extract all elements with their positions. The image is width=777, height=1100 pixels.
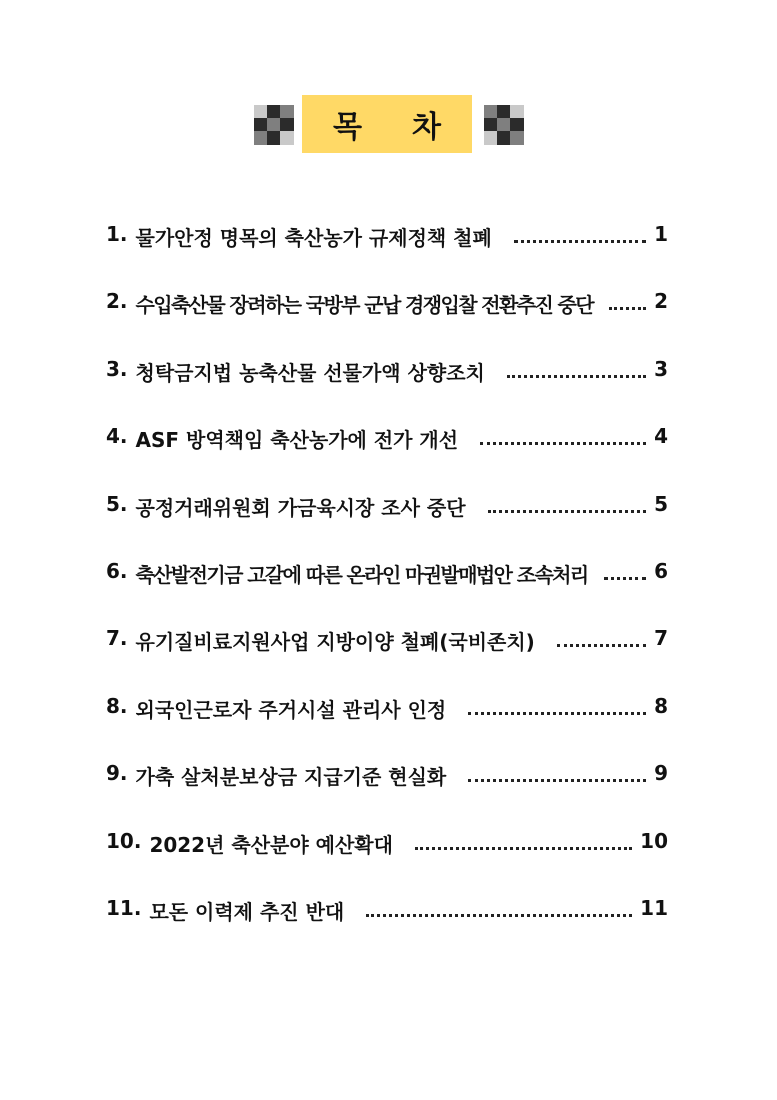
toc-leader-dots <box>507 355 646 378</box>
title-char-1: 목 <box>333 110 362 145</box>
toc-entry-title: 2022년 축산분야 예산확대 <box>149 832 393 857</box>
toc-entry[interactable] <box>106 289 668 356</box>
toc-entry-page: 9 <box>654 761 668 786</box>
toc-entry[interactable] <box>106 761 668 828</box>
toc-entry-number: 9. <box>106 761 128 786</box>
toc-entry[interactable] <box>106 357 668 424</box>
toc-leader-dots <box>514 220 646 243</box>
toc-header <box>0 95 777 155</box>
toc-entry[interactable] <box>106 559 668 626</box>
toc-entry[interactable] <box>106 492 668 559</box>
toc-leader-dots <box>468 692 646 715</box>
toc-entry-number: 8. <box>106 693 128 718</box>
toc-entry-page: 1 <box>654 222 668 246</box>
toc-entry-title: ASF 방역책임 축산농가에 전가 개선 <box>135 428 459 453</box>
toc-leader-dots <box>609 287 646 310</box>
toc-leader-dots <box>557 624 646 647</box>
title-char-2: 차 <box>412 110 441 145</box>
toc-entry-page: 8 <box>654 693 668 718</box>
toc-entry-page: 5 <box>654 491 668 516</box>
toc-entry-title: 외국인근로자 주거시설 관리사 인정 <box>135 697 447 722</box>
toc-entry-number: 10. <box>106 828 142 853</box>
page-title <box>302 95 472 153</box>
grid-block-icon <box>254 105 294 145</box>
toc-entry-number: 2. <box>106 289 128 314</box>
toc-entry-title: 청탁금지법 농축산물 선물가액 상향조치 <box>135 360 485 385</box>
toc-entry[interactable] <box>106 694 668 761</box>
toc-entry-number: 1. <box>106 222 128 246</box>
toc-leader-dots <box>415 827 632 850</box>
toc-entry-title: 축산발전기금 고갈에 따른 온라인 마권발매법안 조속처리 <box>135 562 588 587</box>
toc-entry-number: 3. <box>106 356 128 381</box>
toc-entry[interactable] <box>106 829 668 896</box>
toc-entry-title: 모돈 이력제 추진 반대 <box>149 899 345 924</box>
toc-entry-number: 11. <box>106 895 142 920</box>
toc-entry-number: 5. <box>106 491 128 516</box>
toc-entry-page: 11 <box>640 895 668 920</box>
toc-entry-page: 7 <box>654 626 668 651</box>
toc-leader-dots <box>468 759 646 782</box>
toc-entry-number: 7. <box>106 626 128 651</box>
toc-entry-number: 6. <box>106 558 128 583</box>
toc-entry-page: 10 <box>640 828 668 853</box>
toc-entry-page: 6 <box>654 558 668 583</box>
toc-entry[interactable] <box>106 424 668 491</box>
toc-entry-title: 물가안정 명목의 축산농가 규제정책 철폐 <box>135 226 492 250</box>
toc-entry-title: 수입축산물 장려하는 국방부 군납 경쟁입찰 전환추진 중단 <box>135 293 593 318</box>
toc-leader-dots <box>480 422 646 445</box>
toc-entry-number: 4. <box>106 424 128 449</box>
toc-entry-page: 4 <box>654 424 668 449</box>
toc-leader-dots <box>488 490 647 513</box>
toc-entry-title: 공정거래위원회 가금육시장 조사 중단 <box>135 495 466 520</box>
toc-entry-page: 3 <box>654 356 668 381</box>
toc-entry-page: 2 <box>654 289 668 314</box>
toc-leader-dots <box>604 557 646 580</box>
toc-entry[interactable] <box>106 896 668 963</box>
toc-entry[interactable] <box>106 626 668 693</box>
toc-entry-title: 유기질비료지원사업 지방이양 철폐(국비존치) <box>135 630 535 655</box>
grid-block-icon <box>484 105 524 145</box>
toc-entry-title: 가축 살처분보상금 지급기준 현실화 <box>135 765 447 790</box>
toc-leader-dots <box>366 894 632 917</box>
table-of-contents <box>106 222 668 963</box>
toc-entry[interactable] <box>106 222 668 289</box>
